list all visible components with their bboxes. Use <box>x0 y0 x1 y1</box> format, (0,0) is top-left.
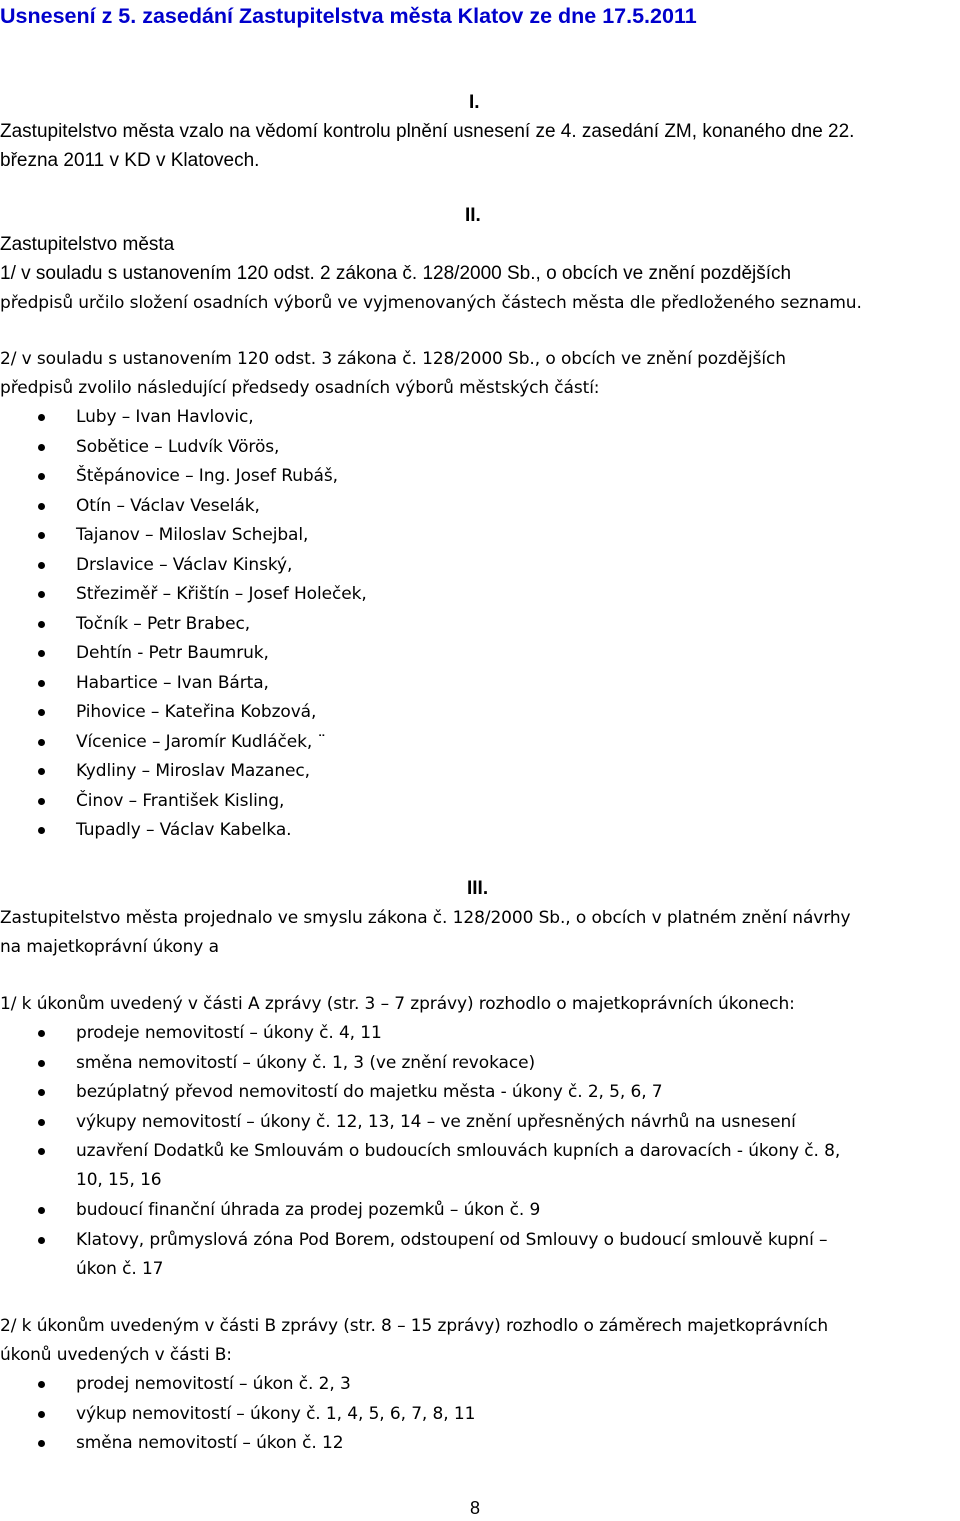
page-title: Usnesení z 5. zasedání Zastupitelstva města Klatov ze dne 17.5.2011 <box>0 4 697 28</box>
bullet-icon <box>38 444 45 451</box>
list-item-continuation: úkon č. 17 <box>76 1258 164 1279</box>
bullet-icon <box>38 591 45 598</box>
section-3-numeral: III. <box>467 878 489 899</box>
bullet-icon <box>38 1060 45 1067</box>
section-2-intro: Zastupitelstvo města <box>0 234 175 255</box>
section-2-paragraph-1-line-2: předpisů určilo složení osadních výborů ve vyjmenovaných částech města dle předloženého seznamu. <box>0 293 862 313</box>
bullet-icon <box>38 414 45 421</box>
section-2-numeral: II. <box>465 205 481 226</box>
bullet-icon <box>38 1411 45 1418</box>
bullet-icon <box>38 532 45 539</box>
bullet-icon <box>38 739 45 746</box>
bullet-icon <box>38 562 45 569</box>
bullet-icon <box>38 473 45 480</box>
section-2-paragraph-2-line-2: předpisů zvolilo následující předsedy osadních výborů městských částí: <box>0 378 600 398</box>
page-number: 8 <box>470 1498 481 1518</box>
bullet-icon <box>38 650 45 657</box>
bullet-icon <box>38 1381 45 1388</box>
bullet-icon <box>38 1030 45 1037</box>
section-2-paragraph-2-line-1: 2/ v souladu s ustanovením 120 odst. 3 zákona č. 128/2000 Sb., o obcích ve znění pozdějších <box>0 349 786 369</box>
section-3-text-line-1: Zastupitelstvo města projednalo ve smyslu zákona č. 128/2000 Sb., o obcích v platném znění návrhy <box>0 908 851 928</box>
section-3-paragraph-1-heading: 1/ k úkonům uvedený v části A zprávy (str. 3 – 7 zprávy) rozhodlo o majetkoprávních úkonech: <box>0 994 795 1014</box>
bullet-icon <box>38 1119 45 1126</box>
bullet-icon <box>38 1207 45 1214</box>
section-2-paragraph-1-line-1: 1/ v souladu s ustanovením 120 odst. 2 zákona č. 128/2000 Sb., o obcích ve znění pozdějších <box>0 263 792 284</box>
bullet-icon <box>38 680 45 687</box>
list-item-continuation: 10, 15, 16 <box>76 1170 162 1190</box>
bullet-icon <box>38 1089 45 1096</box>
section-1-text-line-2: března 2011 v KD v Klatovech. <box>0 150 260 171</box>
bullet-icon <box>38 768 45 775</box>
bullet-icon <box>38 827 45 834</box>
bullet-icon <box>38 709 45 716</box>
bullet-icon <box>38 1148 45 1155</box>
bullet-icon <box>38 1440 45 1447</box>
bullet-icon <box>38 621 45 628</box>
section-1-numeral: I. <box>469 92 480 113</box>
section-1-text-line-1: Zastupitelstvo města vzalo na vědomí kontrolu plnění usnesení ze 4. zasedání ZM, konaného dne 22. <box>0 121 855 142</box>
bullet-icon <box>38 503 45 510</box>
section-3-paragraph-2-line-2: úkonů uvedených v části B: <box>0 1345 232 1365</box>
bullet-icon <box>38 798 45 805</box>
section-3-text-line-2: na majetkoprávní úkony a <box>0 937 219 957</box>
section-3-paragraph-2-line-1: 2/ k úkonům uvedeným v části B zprávy (str. 8 – 15 zprávy) rozhodlo o záměrech majetkoprávních <box>0 1316 829 1336</box>
bullet-icon <box>38 1237 45 1244</box>
